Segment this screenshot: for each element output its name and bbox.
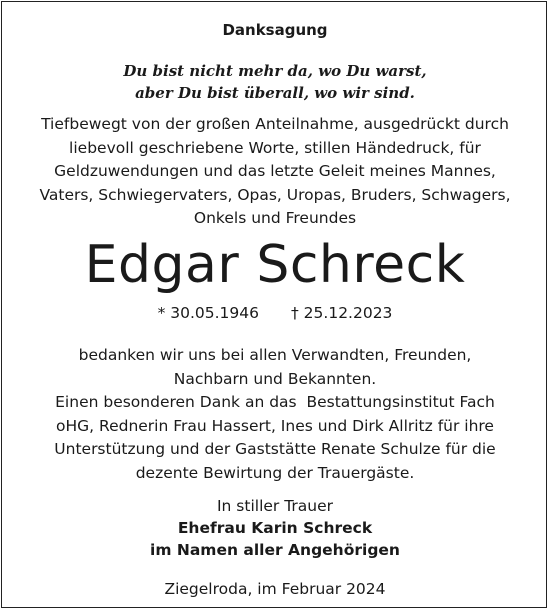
heading-text: Danksagung [222,21,328,39]
deceased-name [0,232,550,298]
memorial-quote [0,60,550,104]
birth-date: * 30.05.1946 [157,304,259,322]
thanks-line: bedanken wir uns bei allen Verwandten, Freunden, [78,346,472,364]
place-date-text: Ziegelroda, im Februar 2024 [164,580,386,598]
notice-heading [0,20,550,40]
quote-line: Du bist nicht mehr da, wo Du warst, [123,62,427,80]
intro-paragraph [0,113,550,231]
thanks-line: Einen besonderen Dank an das Bestattungsinstitut Fach [55,393,495,411]
intro-line: liebevoll geschriebene Worte, stillen Händedruck, für [69,138,481,157]
thanks-line: oHG, Rednerin Frau Hassert, Ines und Dirk Allritz für ihre [56,416,494,435]
intro-line: Geldzuwendungen und das letzte Geleit meines Mannes, [54,162,496,180]
thanks-line: Unterstützung und der Gaststätte Renate Schulze für die [54,440,496,458]
deceased-name-text: Edgar Schreck [84,235,466,295]
signoff-family: im Namen aller Angehörigen [150,541,400,559]
quote-line: aber Du bist überall, wo wir sind. [135,84,415,102]
place-and-date [0,578,550,600]
intro-line: Vaters, Schwiegervaters, Opas, Uropas, Bruders, Schwagers, [39,185,511,204]
intro-line: Onkels und Freundes [193,209,357,227]
death-date: † 25.12.2023 [291,304,393,322]
signoff [0,495,550,561]
thanks-line: dezente Bewirtung der Trauergäste. [135,463,415,482]
thanks-line: Nachbarn und Bekannten. [173,369,377,388]
life-dates [0,302,550,324]
thanks-paragraph [0,344,550,485]
signoff-intro: In stiller Trauer [216,497,334,515]
signoff-widow: Ehefrau Karin Schreck [177,519,373,537]
intro-line: Tiefbewegt von der großen Anteilnahme, ausgedrückt durch [41,115,509,133]
